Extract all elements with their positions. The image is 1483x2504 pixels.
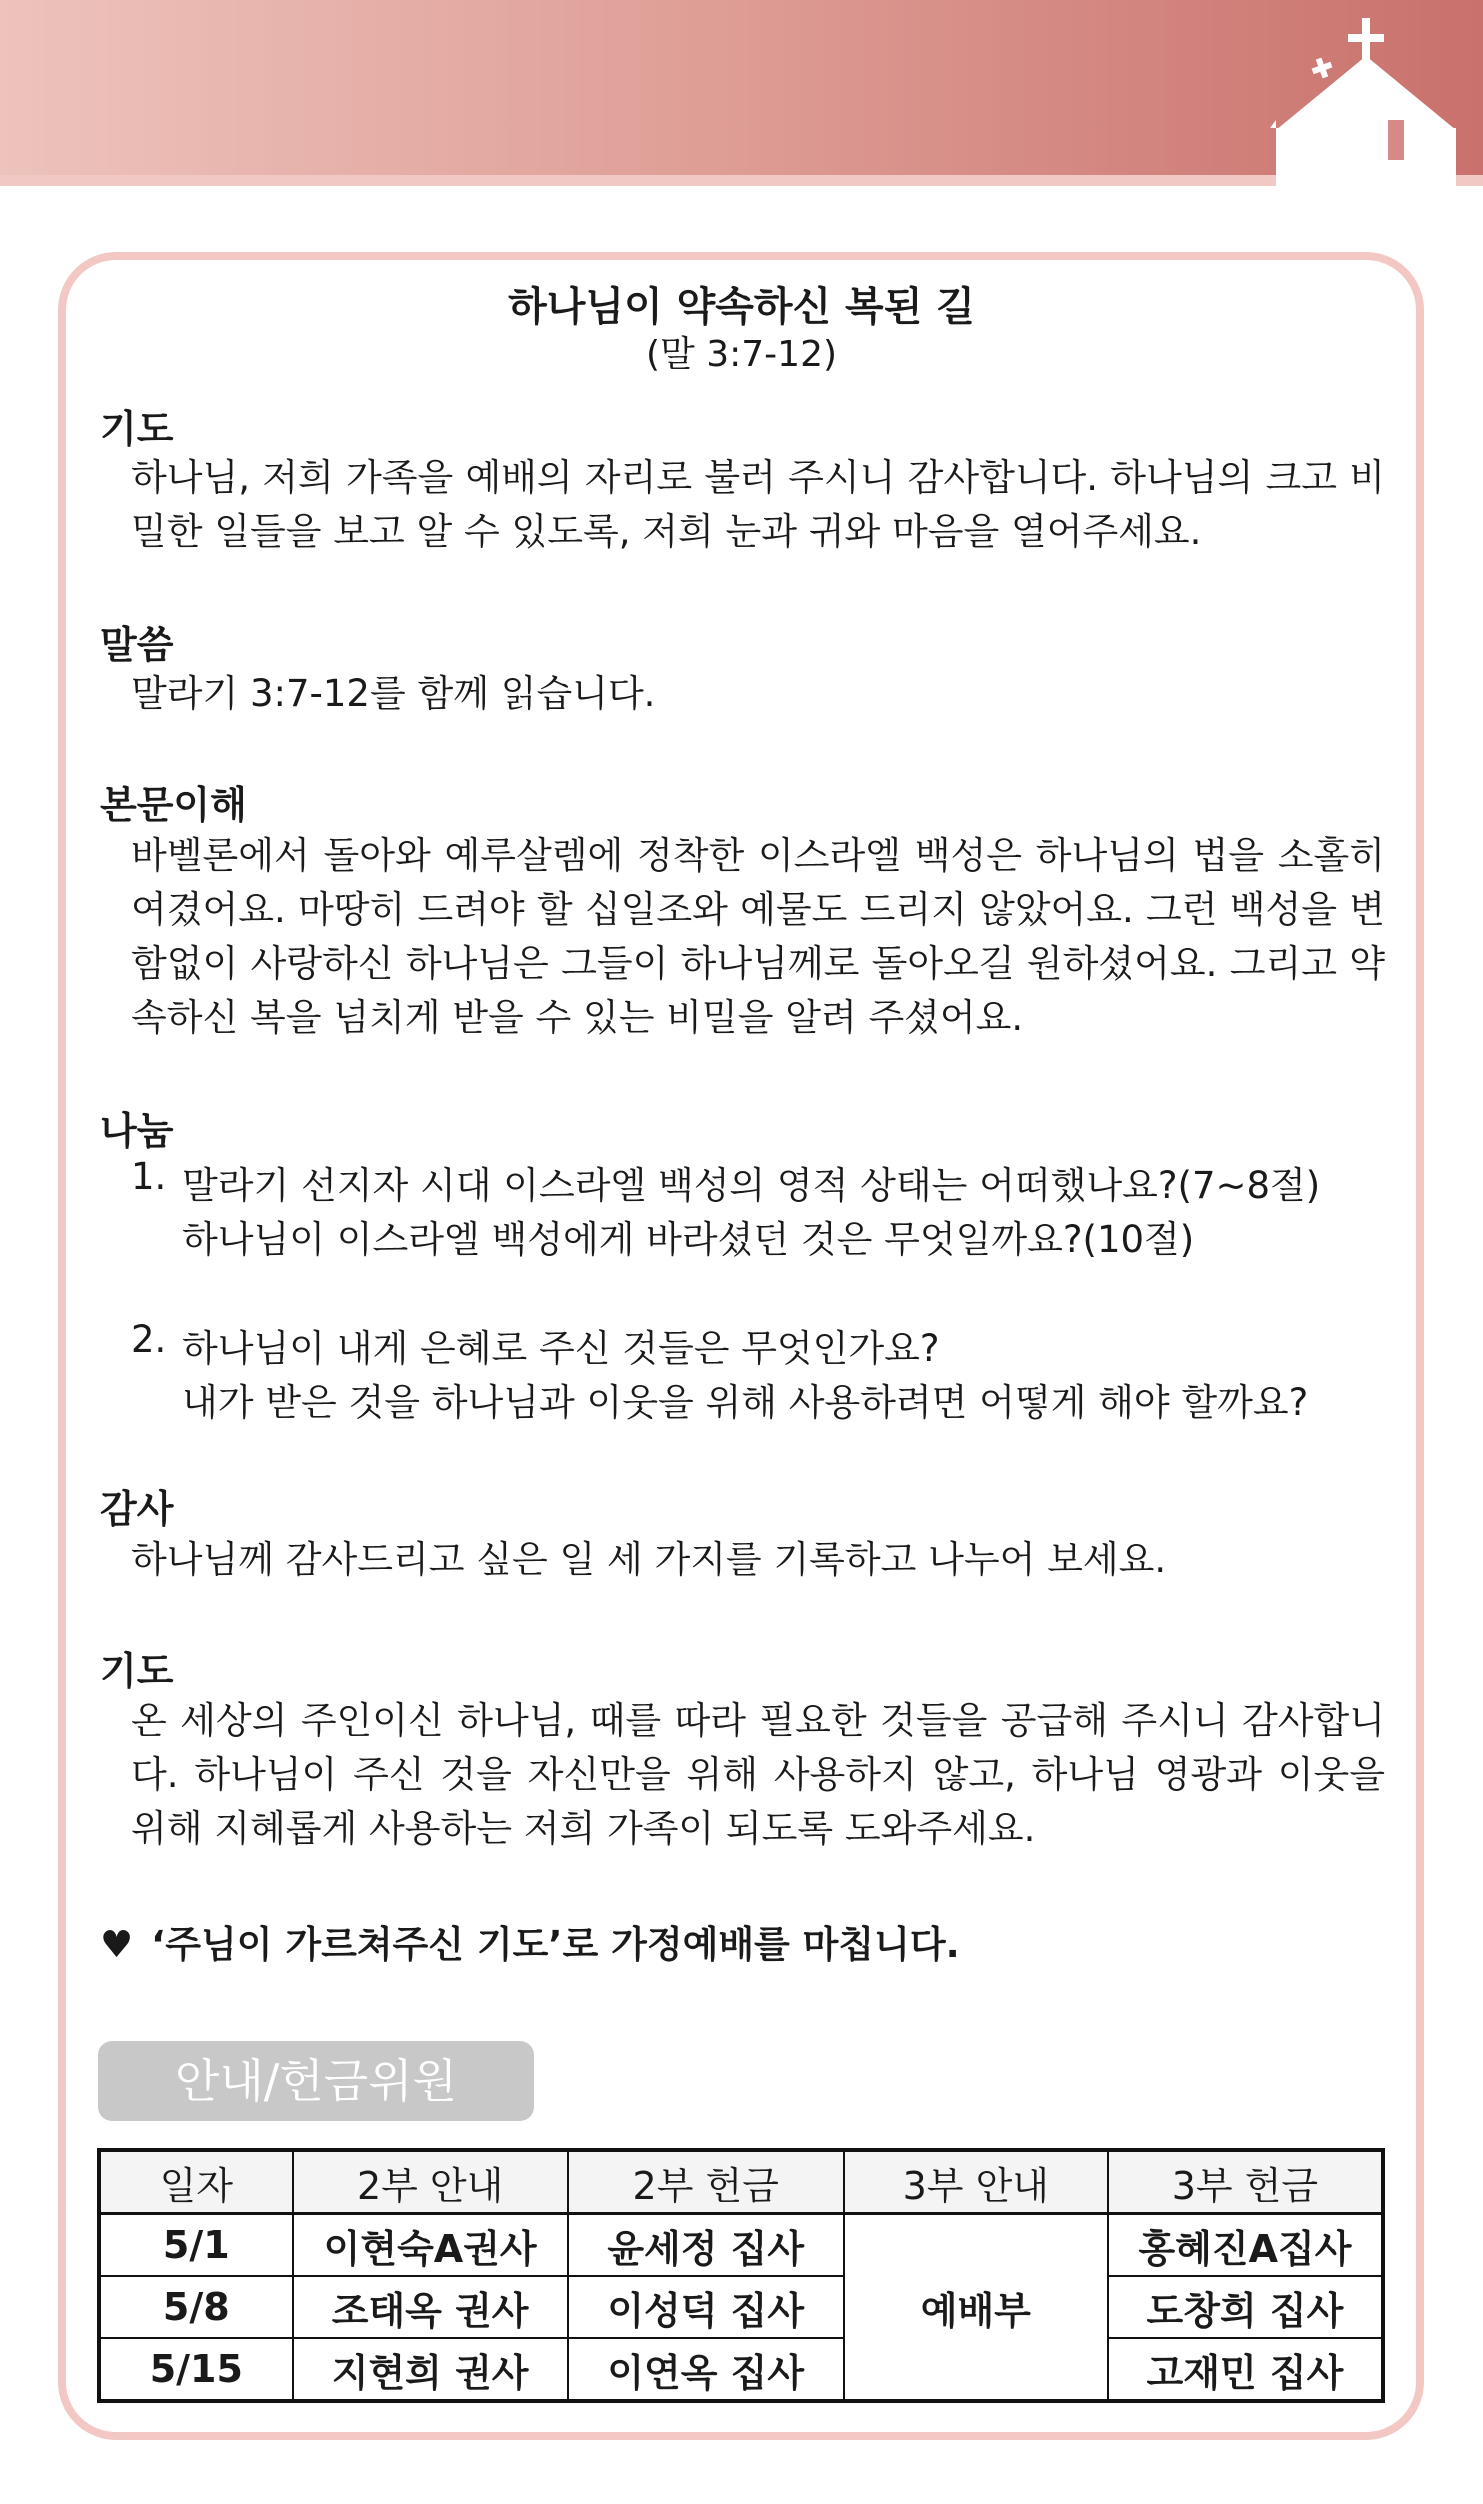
closing-note <box>100 1914 960 1968</box>
offering3-cell: 고재민 집사 <box>1108 2338 1383 2401</box>
offering2-cell: 이성덕 집사 <box>568 2276 844 2338</box>
prayer-heading: 기도 <box>100 407 174 451</box>
opening-prayer-text: 하나님, 저희 가족을 예배의 자리로 불러 주시니 감사합니다. 하나님의 크고 비밀한 일들을 보고 알 수 있도록, 저희 눈과 귀와 마음을 열어주세요. <box>131 456 1385 553</box>
top-banner-strip <box>0 175 1483 186</box>
question-line: 내가 받은 것을 하나님과 이웃을 위해 사용하려면 어떻게 해야 할까요? <box>182 1381 1309 1424</box>
closing-prayer-text: 온 세상의 주인이신 하나님, 때를 따라 필요한 것들을 공급해 주시니 감사합니다. 하나님이 주신 것을 자신만을 위해 사용하지 않고, 하나님 영광과 이웃을 위해 지혜롭게 사용하는 저희 가족이 되도록 도와주세요. <box>131 1699 1385 1850</box>
offering3-cell: 홍혜진A집사 <box>1108 2214 1383 2277</box>
page-title: 하나님이 약속하신 복된 길 <box>508 284 975 330</box>
question-number: 1. <box>131 1155 167 1198</box>
column-header: 3부 헌금 <box>1108 2150 1383 2214</box>
question-number: 2. <box>131 1318 167 1361</box>
guide2-cell: 지현희 권사 <box>293 2338 568 2401</box>
heart-icon: ♥ <box>100 1923 134 1966</box>
question-line: 하나님이 이스라엘 백성에게 바라셨던 것은 무엇일까요?(10절) <box>182 1218 1195 1261</box>
thanks-text: 하나님께 감사드리고 싶은 일 세 가지를 기록하고 나누어 보세요. <box>131 1538 1167 1581</box>
church-icon <box>1270 10 1470 186</box>
date-cell: 5/1 <box>99 2214 293 2277</box>
column-header: 2부 헌금 <box>568 2150 844 2214</box>
column-header: 2부 안내 <box>293 2150 568 2214</box>
table-row <box>99 2338 1383 2401</box>
date-cell: 5/8 <box>99 2276 293 2338</box>
staff-section-label: 안내/헌금위원 <box>98 2041 534 2121</box>
table-header-row <box>99 2150 1383 2214</box>
offering3-cell: 도창희 집사 <box>1108 2276 1383 2338</box>
table-row <box>99 2276 1383 2338</box>
word-heading: 말씀 <box>100 623 174 667</box>
thanks-heading: 감사 <box>100 1487 174 1531</box>
understanding-text: 바벨론에서 돌아와 예루살렘에 정착한 이스라엘 백성은 하나님의 법을 소홀히 여겼어요. 마땅히 드려야 할 십일조와 예물도 드리지 않았어요. 그런 백성을 변함없이 사랑하신 하나님은 그들이 하나님께로 돌아오길 원하셨어요. 그리고 약속하신 복을 넘치게 받을 수 있는 비밀을 알려 주셨어요. <box>131 834 1385 1039</box>
column-header: 3부 안내 <box>844 2150 1108 2214</box>
offering2-cell: 윤세정 집사 <box>568 2214 844 2277</box>
understanding-heading: 본문이해 <box>100 783 247 827</box>
question-line: 하나님이 내게 은혜로 주신 것들은 무엇인가요? <box>182 1327 940 1370</box>
sharing-heading: 나눔 <box>100 1109 174 1153</box>
prayer-heading: 기도 <box>100 1649 174 1693</box>
date-cell: 5/15 <box>99 2338 293 2401</box>
guide2-cell: 조태옥 권사 <box>293 2276 568 2338</box>
table-row <box>99 2214 1383 2277</box>
scripture-reference: (말 3:7-12) <box>645 334 838 375</box>
guide3-merged-cell: 예배부 <box>844 2214 1108 2402</box>
word-text: 말라기 3:7-12를 함께 읽습니다. <box>131 672 656 715</box>
question-line: 말라기 선지자 시대 이스라엘 백성의 영적 상태는 어떠했나요?(7~8절) <box>182 1164 1321 1207</box>
column-header: 일자 <box>99 2150 293 2214</box>
offering2-cell: 이연옥 집사 <box>568 2338 844 2401</box>
top-banner <box>0 0 1483 175</box>
staff-table <box>97 2148 1385 2403</box>
guide2-cell: 이현숙A권사 <box>293 2214 568 2277</box>
closing-note-text: ‘주님이 가르쳐주신 기도’로 가정예배를 마칩니다. <box>151 1923 960 1966</box>
